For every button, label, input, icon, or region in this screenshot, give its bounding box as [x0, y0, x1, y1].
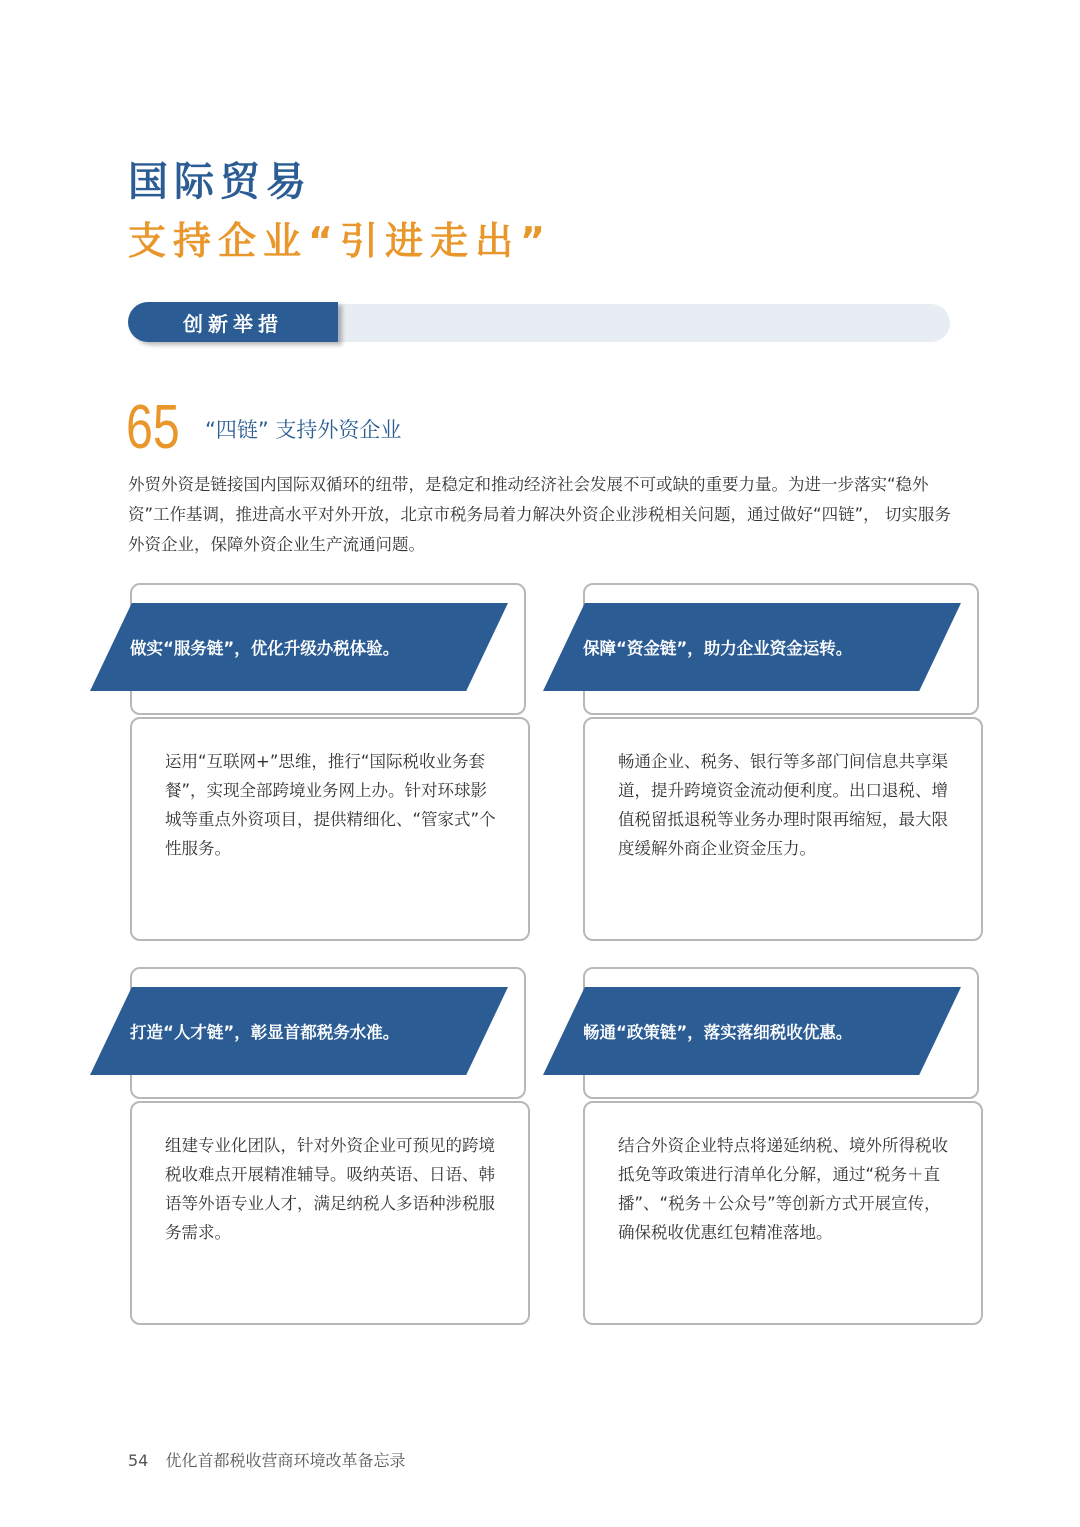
card-policy-chain: [583, 967, 983, 1327]
card-talent-chain: [130, 967, 530, 1327]
page-title: 国际贸易: [128, 159, 312, 205]
card-body: [130, 1101, 530, 1325]
card-service-chain: [130, 583, 530, 943]
card-body-text: 组建专业化团队，针对外资企业可预见的跨境税收难点开展精准辅导。吸纳英语、日语、韩语等外语专业人才，满足纳税人多语种涉税服务需求。: [165, 1136, 495, 1242]
page-number: 54: [128, 1451, 149, 1470]
item-number: 65: [126, 393, 180, 462]
page-subtitle: 支持企业“引进走出”: [128, 219, 552, 263]
document-title: 优化首都税收营商环境改革备忘录: [165, 1451, 406, 1470]
page-footer: [128, 1448, 405, 1471]
card-body: [130, 717, 530, 941]
card-body: [583, 1101, 983, 1325]
card-body-text: 畅通企业、税务、银行等多部门间信息共享渠道，提升跨境资金流动便利度。出口退税、增值税留抵退税等业务办理时限再缩短，最大限度缓解外商企业资金压力。: [618, 752, 948, 858]
item-title: “四链” 支持外资企业: [205, 418, 402, 442]
intro-paragraph: 外贸外资是链接国内国际双循环的纽带，是稳定和推动经济社会发展不可或缺的重要力量。为进一步落实“稳外资”工作基调，推进高水平对外开放，北京市税务局着力解决外资企业涉税相关问题，通过做好“四链”， 切实服务外资企业，保障外资企业生产流通问题。: [128, 475, 951, 554]
card-heading: 保障“资金链”，助力企业资金运转。: [583, 639, 853, 658]
card-heading: 打造“人才链”，彰显首都税务水准。: [130, 1023, 400, 1042]
card-heading: 做实“服务链”，优化升级办税体验。: [130, 639, 400, 658]
section-header-label: 创新举措: [128, 302, 338, 342]
card-body-text: 运用“互联网+”思维，推行“国际税收业务套餐”，实现全部跨境业务网上办。针对环球影城等重点外资项目，提供精细化、“管家式”个性服务。: [165, 752, 496, 858]
card-capital-chain: [583, 583, 983, 943]
card-body: [583, 717, 983, 941]
card-heading: 畅通“政策链”，落实落细税收优惠。: [583, 1023, 853, 1042]
card-body-text: 结合外资企业特点将递延纳税、境外所得税收抵免等政策进行清单化分解，通过“税务＋直播”、“税务＋公众号”等创新方式开展宣传，确保税收优惠红包精准落地。: [618, 1136, 948, 1242]
